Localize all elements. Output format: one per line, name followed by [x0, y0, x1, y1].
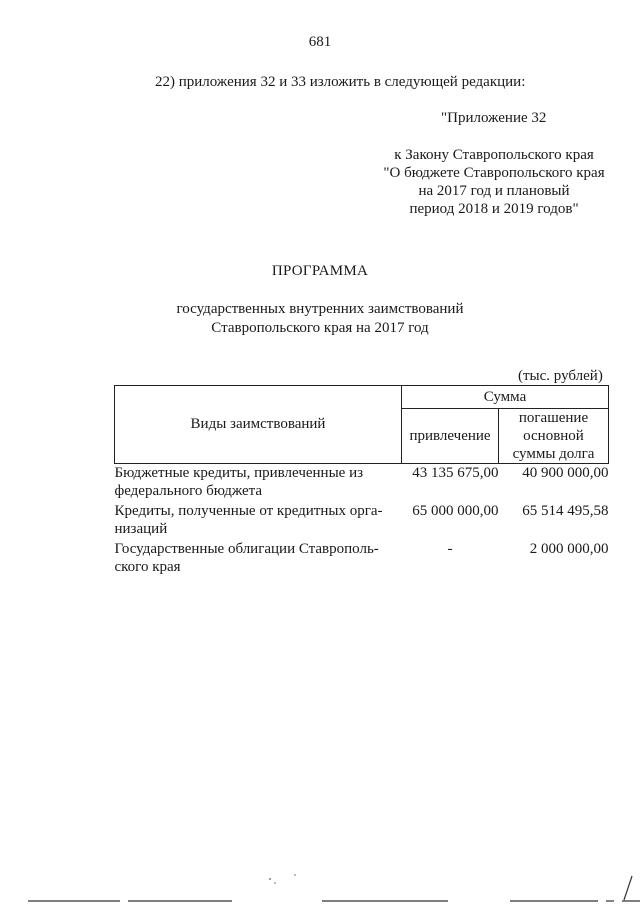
table-row	[115, 464, 609, 503]
appendix-ref-line: к Закону Ставропольского края	[394, 147, 594, 163]
header-repayment-line: погашение	[518, 410, 589, 426]
appendix-title: "Приложение 32	[441, 110, 547, 126]
program-title: ПРОГРАММА	[271, 263, 369, 279]
cell-borrowing-type	[115, 540, 402, 578]
cell-text-line: ского края	[114, 559, 181, 575]
program-subtitle-line: государственных внутренних заимствований	[176, 301, 464, 317]
table-row	[115, 540, 609, 578]
header-repayment-line: основной	[523, 428, 584, 444]
header-attraction: привлечение	[402, 409, 499, 464]
cell-text-line: Государственные облигации Ставрополь-	[114, 541, 379, 557]
appendix-ref-line: на 2017 год и плановый	[418, 183, 570, 199]
units-label: (тыс. рублей)	[518, 368, 603, 384]
borrowings-table	[114, 385, 609, 578]
program-subtitle	[0, 300, 640, 338]
table-row	[115, 502, 609, 540]
cell-attraction: -	[447, 541, 453, 557]
cell-borrowing-type	[115, 502, 402, 540]
program-subtitle-line: Ставропольского края на 2017 год	[211, 320, 429, 336]
cell-attraction: 43 135 675,00	[412, 465, 499, 481]
header-borrowing-type: Виды заимствований	[115, 386, 402, 464]
cell-repayment: 65 514 495,58	[522, 503, 609, 519]
scan-speck	[294, 874, 295, 875]
footer-scan-marks	[0, 874, 640, 904]
scan-speck	[269, 878, 271, 880]
cell-text-line: Бюджетные кредиты, привлеченные из	[114, 465, 364, 481]
cell-repayment: 40 900 000,00	[522, 465, 609, 481]
header-repayment-line: суммы долга	[512, 446, 595, 462]
scan-speck	[274, 882, 275, 883]
header-repayment	[499, 409, 609, 464]
cell-borrowing-type	[115, 464, 402, 503]
intro-text: 22) приложения 32 и 33 изложить в следующей редакции:	[155, 74, 526, 90]
cell-repayment: 2 000 000,00	[529, 541, 609, 557]
header-sum: Сумма	[402, 386, 609, 409]
appendix-reference	[378, 146, 610, 218]
page-number: 681	[308, 34, 332, 50]
cell-text-line: федерального бюджета	[114, 483, 263, 499]
cell-attraction: 65 000 000,00	[412, 503, 499, 519]
footer-slash-mark	[624, 876, 632, 900]
cell-text-line: низаций	[114, 521, 168, 537]
cell-text-line: Кредиты, полученные от кредитных орга-	[114, 503, 383, 519]
appendix-ref-line: "О бюджете Ставропольского края	[383, 165, 605, 181]
appendix-ref-line: период 2018 и 2019 годов"	[409, 201, 579, 217]
